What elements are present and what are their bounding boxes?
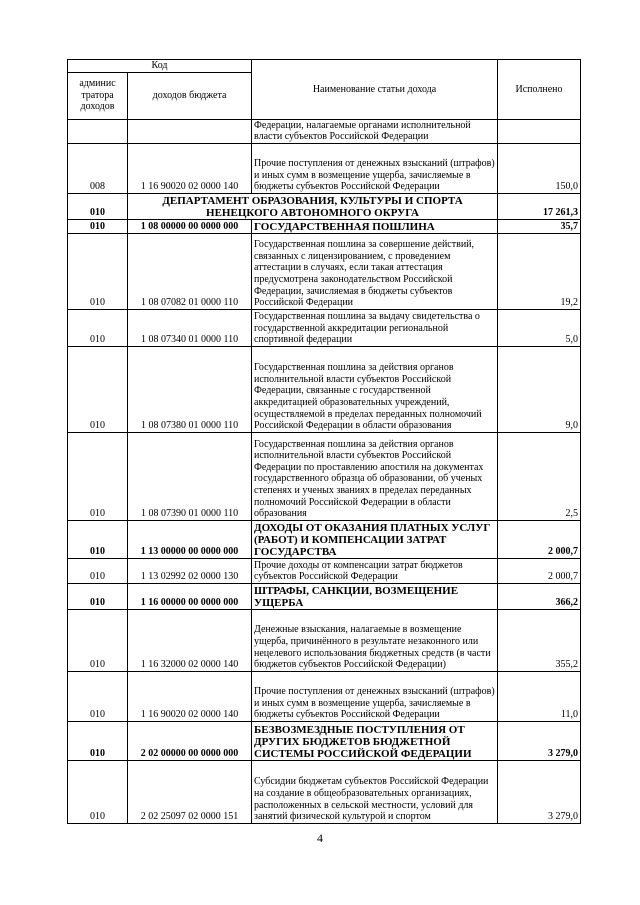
row-amount: 3 279,0	[498, 721, 581, 760]
row-amount: 3 279,0	[498, 760, 581, 823]
row-code: 1 16 90020 02 0000 140	[128, 671, 252, 721]
row-name: Денежные взыскания, налагаемые в возмещение ущерба, причинённого в результате незаконного или нецелевого использования бюджетных средств (в части бюджетов субъектов Российской Федерации)	[252, 609, 498, 671]
row-code: 1 13 00000 00 0000 000	[128, 520, 252, 558]
row-code: 1 08 07082 01 0000 110	[128, 233, 252, 309]
row-admin: 010	[68, 760, 128, 823]
table-row	[68, 558, 581, 583]
table-row	[68, 721, 581, 760]
row-name: Государственная пошлина за действия органов исполнительной власти субъектов Российской Федерации, связанные с государственной аккредитацией образовательных учреждений, осуществляемой в пределах переданных полномочий Российской Федерации в области образования	[252, 346, 498, 432]
row-code: 2 02 25097 02 0000 151	[128, 760, 252, 823]
row-code: 1 16 32000 02 0000 140	[128, 609, 252, 671]
row-code: 2 02 00000 00 0000 000	[128, 721, 252, 760]
table-row	[68, 520, 581, 558]
row-name: Государственная пошлина за совершение действий, связанных с лицензированием, с проведением аттестации в случаях, если такая аттестация предусмотрена законодательством Российской Федерации, зачисляемая в бюджеты субъектов Российской Федерации	[252, 233, 498, 309]
row-amount: 19,2	[498, 233, 581, 309]
row-code: 1 08 07380 01 0000 110	[128, 346, 252, 432]
table-row	[68, 233, 581, 309]
row-name: ШТРАФЫ, САНКЦИИ, ВОЗМЕЩЕНИЕ УЩЕРБА	[252, 583, 498, 609]
row-amount	[498, 119, 581, 143]
row-amount: 11,0	[498, 671, 581, 721]
table-row	[68, 309, 581, 346]
row-name: ГОСУДАРСТВЕННАЯ ПОШЛИНА	[252, 219, 498, 233]
row-code: 1 16 90020 02 0000 140	[128, 143, 252, 193]
row-amount: 2 000,7	[498, 520, 581, 558]
row-amount: 150,0	[498, 143, 581, 193]
table-row	[68, 119, 581, 143]
revenue-table	[67, 59, 581, 824]
table-row	[68, 760, 581, 823]
row-amount: 35,7	[498, 219, 581, 233]
header-income-code: доходов бюджета	[128, 72, 252, 119]
row-admin: 010	[68, 558, 128, 583]
row-name: Государственная пошлина за действия органов исполнительной власти субъектов Российской Федерации по проставлению апостиля на документах государственного образца об образовании, об ученых степенях и ученых званиях в пределах переданных полномочий Российской Федерации в области образования	[252, 432, 498, 520]
table-row	[68, 671, 581, 721]
row-name: Прочие поступления от денежных взысканий (штрафов) и иных сумм в возмещение ущерба, зачисляемые в бюджеты субъектов Российской Федерации	[252, 671, 498, 721]
row-code: 1 13 02992 02 0000 130	[128, 558, 252, 583]
row-name: Прочие доходы от компенсации затрат бюджетов субъектов Российской Федерации	[252, 558, 498, 583]
row-admin: 010	[68, 671, 128, 721]
row-code: 1 08 00000 00 0000 000	[128, 219, 252, 233]
row-admin: 008	[68, 143, 128, 193]
row-admin: 010	[68, 609, 128, 671]
row-name: Прочие поступления от денежных взысканий (штрафов) и иных сумм в возмещение ущерба, зачисляемые в бюджеты субъектов Российской Федерации	[252, 143, 498, 193]
row-name: Федерации, налагаемые органами исполнительной власти субъектов Российской Федерации	[252, 119, 498, 143]
row-amount: 2 000,7	[498, 558, 581, 583]
row-admin: 010	[68, 583, 128, 609]
row-code: 1 16 00000 00 0000 000	[128, 583, 252, 609]
row-admin: 010	[68, 520, 128, 558]
table-row	[68, 143, 581, 193]
row-admin: 010	[68, 432, 128, 520]
row-amount: 9,0	[498, 346, 581, 432]
row-admin: 010	[68, 233, 128, 309]
page-number: 4	[317, 831, 323, 845]
row-code	[128, 119, 252, 143]
row-amount: 17 261,3	[498, 193, 581, 219]
header-admin: админис тратора доходов	[68, 72, 128, 119]
table-row	[68, 346, 581, 432]
row-admin	[68, 119, 128, 143]
table-row	[68, 219, 581, 233]
header-code: Код	[68, 60, 252, 73]
row-code: 1 08 07340 01 0000 110	[128, 309, 252, 346]
table-row	[68, 609, 581, 671]
department-title: ДЕПАРТАМЕНТ ОБРАЗОВАНИЯ, КУЛЬТУРЫ И СПОРТА НЕНЕЦКОГО АВТОНОМНОГО ОКРУГА	[128, 193, 498, 219]
row-admin: 010	[68, 309, 128, 346]
header-name: Наименование статьи дохода	[252, 60, 498, 120]
row-name: БЕЗВОЗМЕЗДНЫЕ ПОСТУПЛЕНИЯ ОТ ДРУГИХ БЮДЖЕТОВ БЮДЖЕТНОЙ СИСТЕМЫ РОССИЙСКОЙ ФЕДЕРАЦИИ	[252, 721, 498, 760]
row-admin: 010	[68, 193, 128, 219]
table-row	[68, 432, 581, 520]
row-name: Государственная пошлина за выдачу свидетельства о государственной аккредитации региональной спортивной федерации	[252, 309, 498, 346]
row-name: Субсидии бюджетам субъектов Российской Федерации на создание в общеобразовательных организациях, расположенных в сельской местности, условий для занятий физической культурой и спортом	[252, 760, 498, 823]
row-amount: 355,2	[498, 609, 581, 671]
row-admin: 010	[68, 346, 128, 432]
table-row	[68, 193, 581, 219]
row-code: 1 08 07390 01 0000 110	[128, 432, 252, 520]
header-executed: Исполнено	[498, 60, 581, 120]
row-amount: 5,0	[498, 309, 581, 346]
row-amount: 2,5	[498, 432, 581, 520]
row-admin: 010	[68, 721, 128, 760]
row-amount: 366,2	[498, 583, 581, 609]
row-admin: 010	[68, 219, 128, 233]
table-row	[68, 583, 581, 609]
row-name: ДОХОДЫ ОТ ОКАЗАНИЯ ПЛАТНЫХ УСЛУГ (РАБОТ) И КОМПЕНСАЦИИ ЗАТРАТ ГОСУДАРСТВА	[252, 520, 498, 558]
